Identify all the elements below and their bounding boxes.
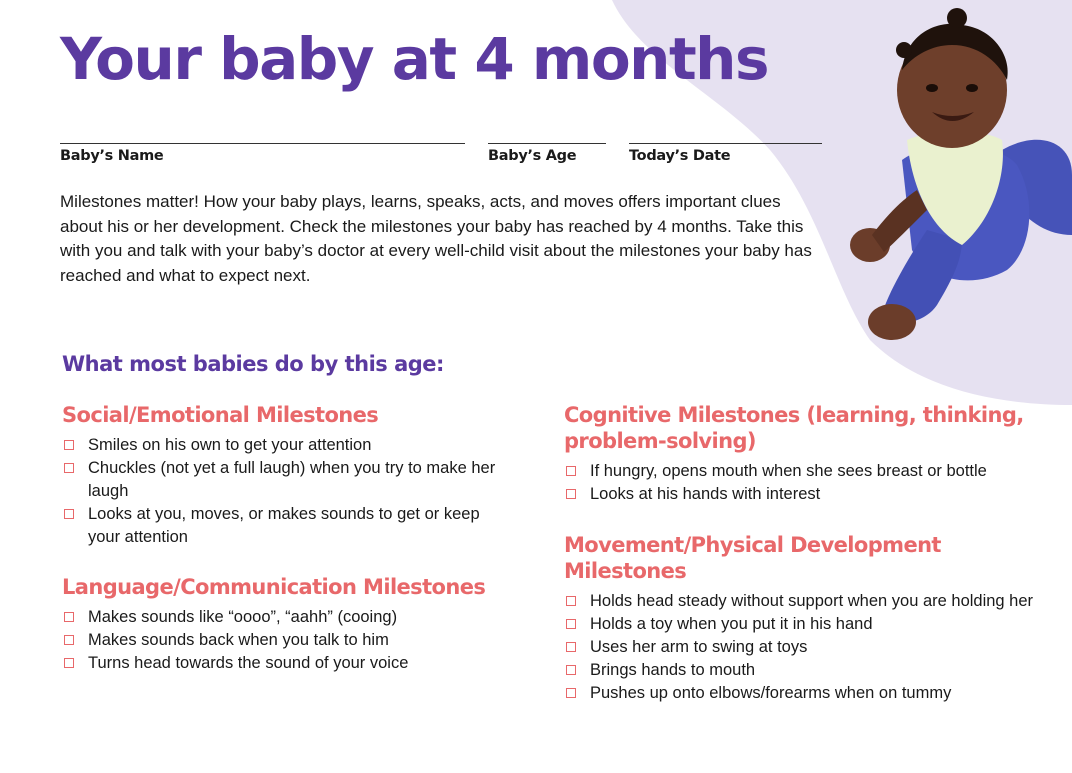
checkbox-icon[interactable] <box>566 596 576 606</box>
baby-age-label: Baby’s Age <box>488 148 577 164</box>
milestone-item[interactable]: Holds head steady without support when you are holding her <box>564 590 1034 613</box>
checkbox-icon[interactable] <box>64 463 74 473</box>
social-emotional-title: Social/Emotional Milestones <box>62 403 379 427</box>
baby-name-label: Baby’s Name <box>60 148 164 164</box>
checkbox-icon[interactable] <box>64 440 74 450</box>
baby-photo <box>832 0 1072 370</box>
age-heading: What most babies do by this age: <box>62 352 444 376</box>
page-title: Your baby at 4 months <box>60 25 768 93</box>
checkbox-icon[interactable] <box>566 619 576 629</box>
milestone-item[interactable]: Looks at you, moves, or makes sounds to get or keep your attention <box>62 503 512 549</box>
movement-physical-section <box>564 532 1034 705</box>
milestone-item[interactable]: If hungry, opens mouth when she sees breast or bottle <box>564 460 1034 483</box>
milestone-item[interactable]: Pushes up onto elbows/forearms when on tummy <box>564 682 1034 705</box>
milestone-item[interactable]: Brings hands to mouth <box>564 659 1034 682</box>
milestone-item[interactable]: Makes sounds like “oooo”, “aahh” (cooing) <box>62 606 512 629</box>
milestone-item[interactable]: Chuckles (not yet a full laugh) when you try to make her laugh <box>62 457 512 503</box>
language-communication-title: Language/Communication Milestones <box>62 575 486 599</box>
movement-physical-title: Movement/Physical Development Milestones <box>564 533 941 583</box>
language-communication-section <box>62 574 512 675</box>
checkbox-icon[interactable] <box>566 466 576 476</box>
milestone-item[interactable]: Uses her arm to swing at toys <box>564 636 1034 659</box>
checkbox-icon[interactable] <box>64 658 74 668</box>
intro-paragraph: Milestones matter! How your baby plays, learns, speaks, acts, and moves offers important clues about his or her development. Check the milestones your baby has reached by 4 months. Take this with you and talk with your baby’s doctor at every well-child visit about the milestones your baby has reached and what to expect next. <box>60 192 812 285</box>
checkbox-icon[interactable] <box>64 635 74 645</box>
checkbox-icon[interactable] <box>566 642 576 652</box>
todays-date-field[interactable] <box>629 143 822 164</box>
cognitive-section <box>564 402 1034 506</box>
checkbox-icon[interactable] <box>566 489 576 499</box>
checkbox-icon[interactable] <box>566 688 576 698</box>
milestone-item[interactable]: Smiles on his own to get your attention <box>62 434 512 457</box>
checkbox-icon[interactable] <box>566 665 576 675</box>
social-emotional-section <box>62 402 512 549</box>
baby-age-field[interactable] <box>488 143 606 164</box>
milestone-item[interactable]: Looks at his hands with interest <box>564 483 1034 506</box>
milestone-item[interactable]: Makes sounds back when you talk to him <box>62 629 512 652</box>
cognitive-title: Cognitive Milestones (learning, thinking, problem-solving) <box>564 403 1024 453</box>
milestone-item[interactable]: Holds a toy when you put it in his hand <box>564 613 1034 636</box>
todays-date-label: Today’s Date <box>629 148 731 164</box>
baby-name-field[interactable] <box>60 143 465 164</box>
checkbox-icon[interactable] <box>64 612 74 622</box>
checkbox-icon[interactable] <box>64 509 74 519</box>
milestone-item[interactable]: Turns head towards the sound of your voice <box>62 652 512 675</box>
